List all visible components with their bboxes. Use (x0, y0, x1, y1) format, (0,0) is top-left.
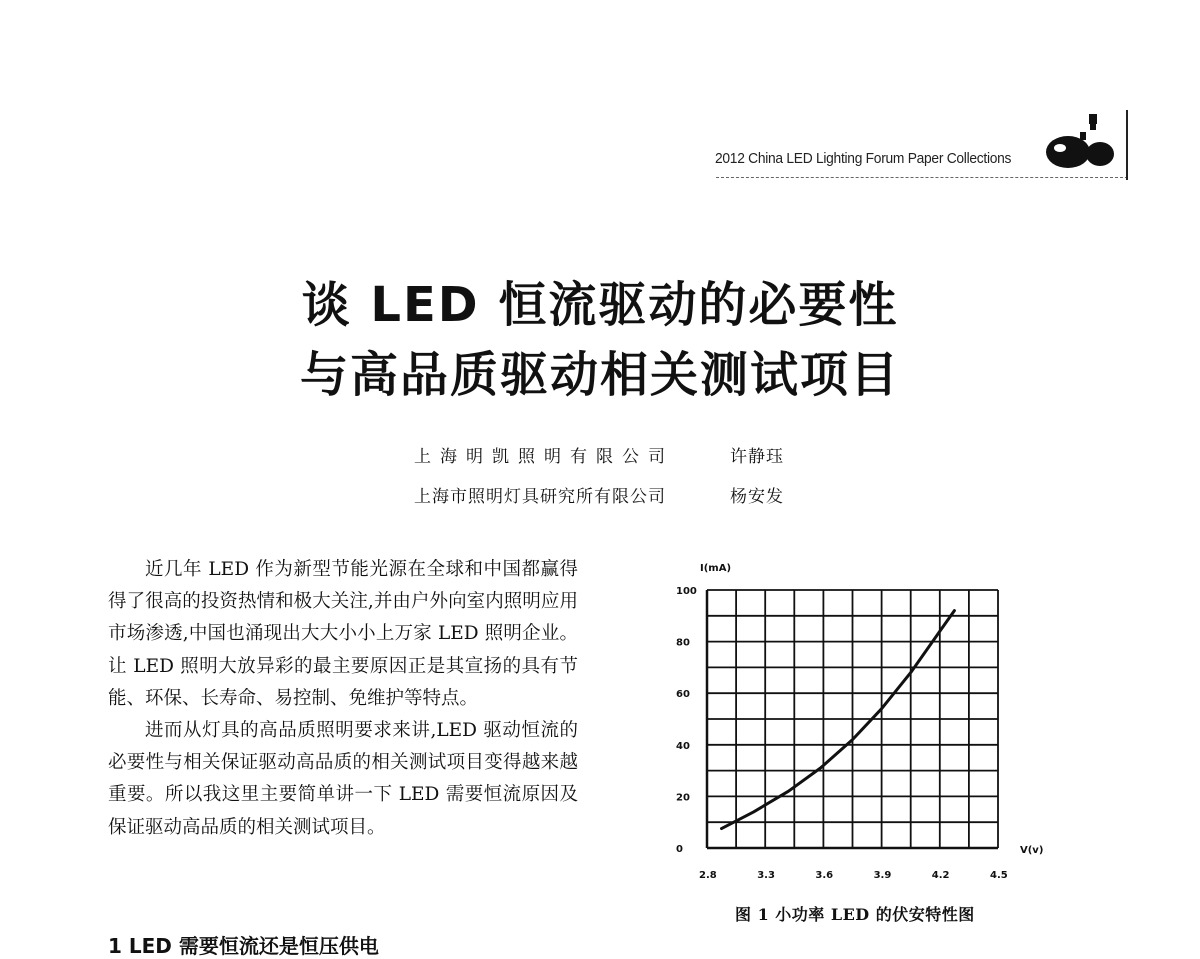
section-heading: 1 LED 需要恒流还是恒压供电 (108, 934, 379, 958)
forum-logo (1040, 110, 1126, 180)
author-name: 杨安发 (730, 487, 784, 507)
iv-chart-figure (660, 555, 1080, 935)
affiliation-org: 上海明凯照明有限公司 (414, 447, 674, 467)
x-tick-label: 3.9 (873, 870, 892, 881)
y-tick-label: 80 (676, 637, 690, 649)
y-tick-label: 0 (676, 844, 683, 855)
x-tick-label: 4.5 (990, 870, 1008, 881)
body-paragraph: 进而从灯具的高品质照明要求来讲,LED 驱动恒流的必要性与相关保证驱动高品质的相关测试项目变得越来越重要。所以我这里主要简单讲一下 LED 需要恒流原因及保证驱动高品质的相关测试项目。 (108, 720, 578, 838)
y-tick-label: 20 (676, 792, 690, 804)
figure-caption: 图 1 小功率 LED 的伏安特性图 (735, 905, 975, 924)
body-column (108, 554, 578, 844)
x-tick-label: 3.6 (815, 870, 834, 881)
author-name: 许静珏 (730, 447, 784, 467)
affiliation-org: 上海市照明灯具研究所有限公司 (414, 487, 666, 507)
y-tick-label: 100 (676, 586, 697, 597)
body-paragraph: 近几年 LED 作为新型节能光源在全球和中国都赢得得了很高的投资热情和极大关注,并由户外向室内照明应用市场渗透,中国也涌现出大大小小上万家 LED 照明企业。让 LED 照明大放异彩的最主要原因正是其宣扬的具有节能、环保、长寿命、易控制、免维护等特点。 (108, 559, 578, 709)
y-axis-label: I(mA) (700, 563, 732, 574)
x-axis-label: V(v) (1020, 845, 1044, 856)
x-tick-label: 2.8 (699, 870, 717, 881)
y-tick-label: 40 (676, 740, 690, 752)
y-tick-label: 60 (676, 689, 690, 701)
x-tick-label: 3.3 (757, 870, 775, 881)
paper-title-line-1: 谈 LED 恒流驱动的必要性 (301, 277, 899, 333)
header-bar (1126, 110, 1128, 180)
x-tick-label: 4.2 (931, 870, 950, 881)
running-header: 2012 China LED Lighting Forum Paper Collections (715, 150, 1012, 167)
paper-title-line-2: 与高品质驱动相关测试项目 (299, 347, 900, 403)
iv-chart (660, 555, 1080, 895)
